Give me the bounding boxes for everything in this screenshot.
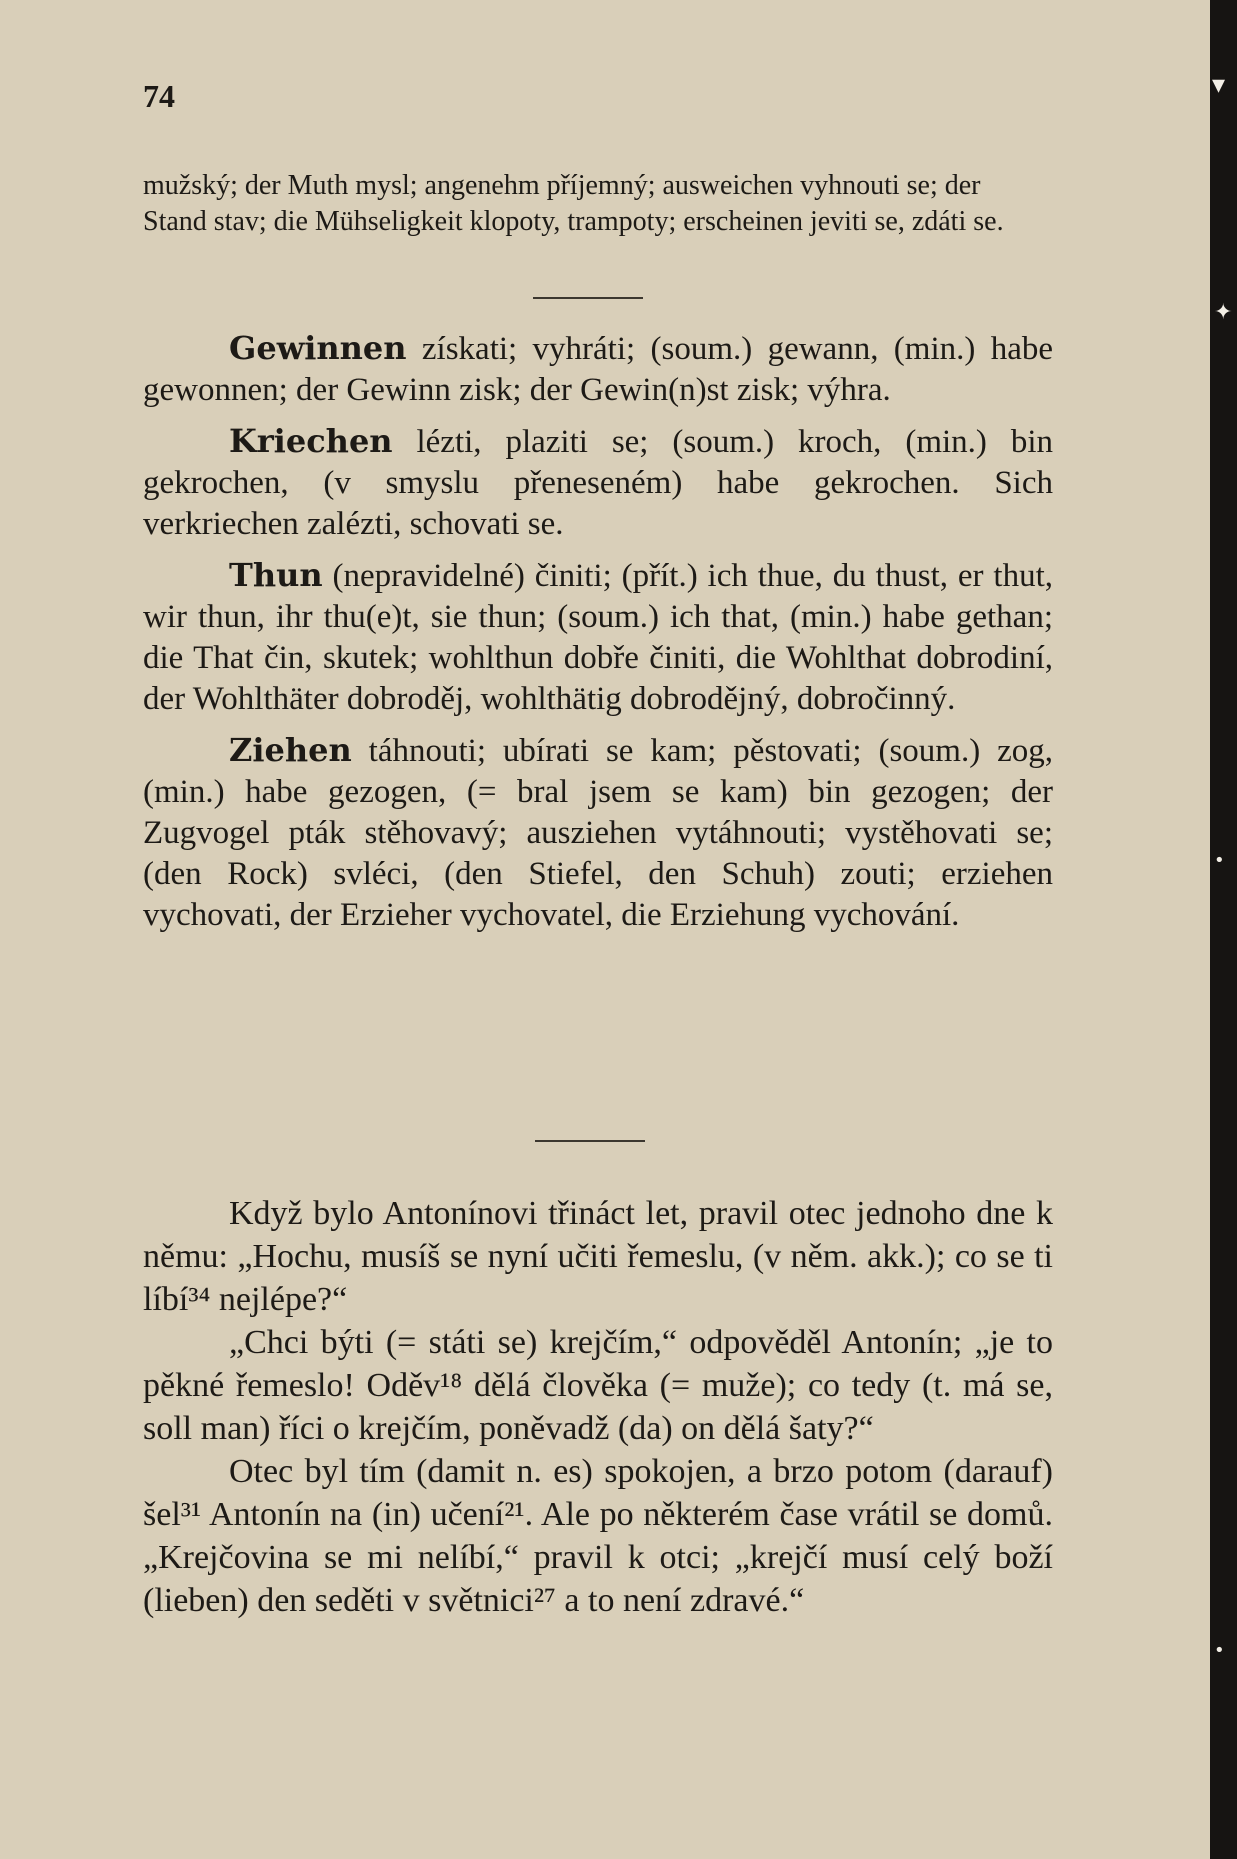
entry-gewinnen (143, 328, 1053, 411)
margin-mark-icon: ✦ (1214, 300, 1233, 325)
margin-mark-icon: • (1214, 1640, 1225, 1661)
entry-head: Ziehen (229, 731, 352, 769)
story-paragraph: „Chci býti (= státi se) krejčím,“ odpověděl Antonín; „je to pěkné řemeslo! Oděv¹⁸ dělá člověka (= muže); co tedy (t. má se, soll man) říci o krejčím, poněvadž (da) on dělá šaty?“ (143, 1324, 1053, 1447)
entry-thun (143, 555, 1053, 720)
vocabulary-entries (143, 328, 1053, 946)
margin-mark-icon: ▾ (1212, 70, 1226, 100)
entry-kriechen (143, 421, 1053, 545)
entry-head: Thun (229, 556, 323, 594)
entry-ziehen (143, 730, 1053, 936)
margin-mark-icon: • (1214, 850, 1225, 871)
entry-text: táhnouti; ubírati se kam; pěstovati; (soum.) zog, (min.) habe gezogen, (= bral jsem se kam) bin gezogen; der Zugvogel pták stěhovavý; ausziehen vytáhnouti; vystěhovati se; (den Rock) svléci, (den Stiefel, den Schuh) zouti; erziehen vychovati, der Erzieher vychovatel, die Erziehung vychování. (143, 733, 1053, 933)
separator-rule-top (533, 297, 643, 299)
separator-rule-bottom (535, 1140, 645, 1142)
story-text (143, 1192, 1053, 1622)
book-edge-shadow (1210, 0, 1237, 1859)
entry-text: (nepravidelné) činiti; (přít.) ich thue, du thust, er thut, wir thun, ihr thu(e)t, sie thun; (soum.) ich that, (min.) habe gethan; die That čin, skutek; wohlthun dobře činiti, die Wohlthat dobrodiní, der Wohlthäter dobroděj, wohlthätig dobrodějný, dobročinný. (143, 558, 1053, 717)
vocabulary-intro: mužský; der Muth mysl; angenehm příjemný; ausweichen vyhnouti se; der Stand stav; die Mühseligkeit klopoty, trampoty; erscheinen jeviti se, zdáti se. (143, 170, 1004, 237)
story-paragraph: Když bylo Antonínovi třináct let, pravil otec jednoho dne k němu: „Hochu, musíš se nyní učiti řemeslu, (v něm. akk.); co se ti líbí³⁴ nejlépe?“ (143, 1195, 1053, 1318)
entry-text: lézti, plaziti se; (soum.) kroch, (min.) bin gekrochen, (v smyslu přeneseném) habe gekrochen. Sich verkriechen zalézti, schovati se. (143, 424, 1053, 542)
entry-head: Kriechen (229, 422, 393, 460)
entry-head: Gewinnen (229, 329, 407, 367)
entry-text: získati; vyhráti; (soum.) gewann, (min.) habe gewonnen; der Gewinn zisk; der Gewin(n)st zisk; výhra. (143, 331, 1053, 408)
page-number: 74 (143, 78, 175, 114)
story-paragraph: Otec byl tím (damit n. es) spokojen, a brzo potom (darauf) šel³¹ Antonín na (in) učení²¹. Ale po některém čase vrátil se domů. „Krejčovina se mi nelíbí,“ pravil k otci; „krejčí musí celý boží (lieben) den seděti v světnici²⁷ a to není zdravé.“ (143, 1453, 1053, 1619)
